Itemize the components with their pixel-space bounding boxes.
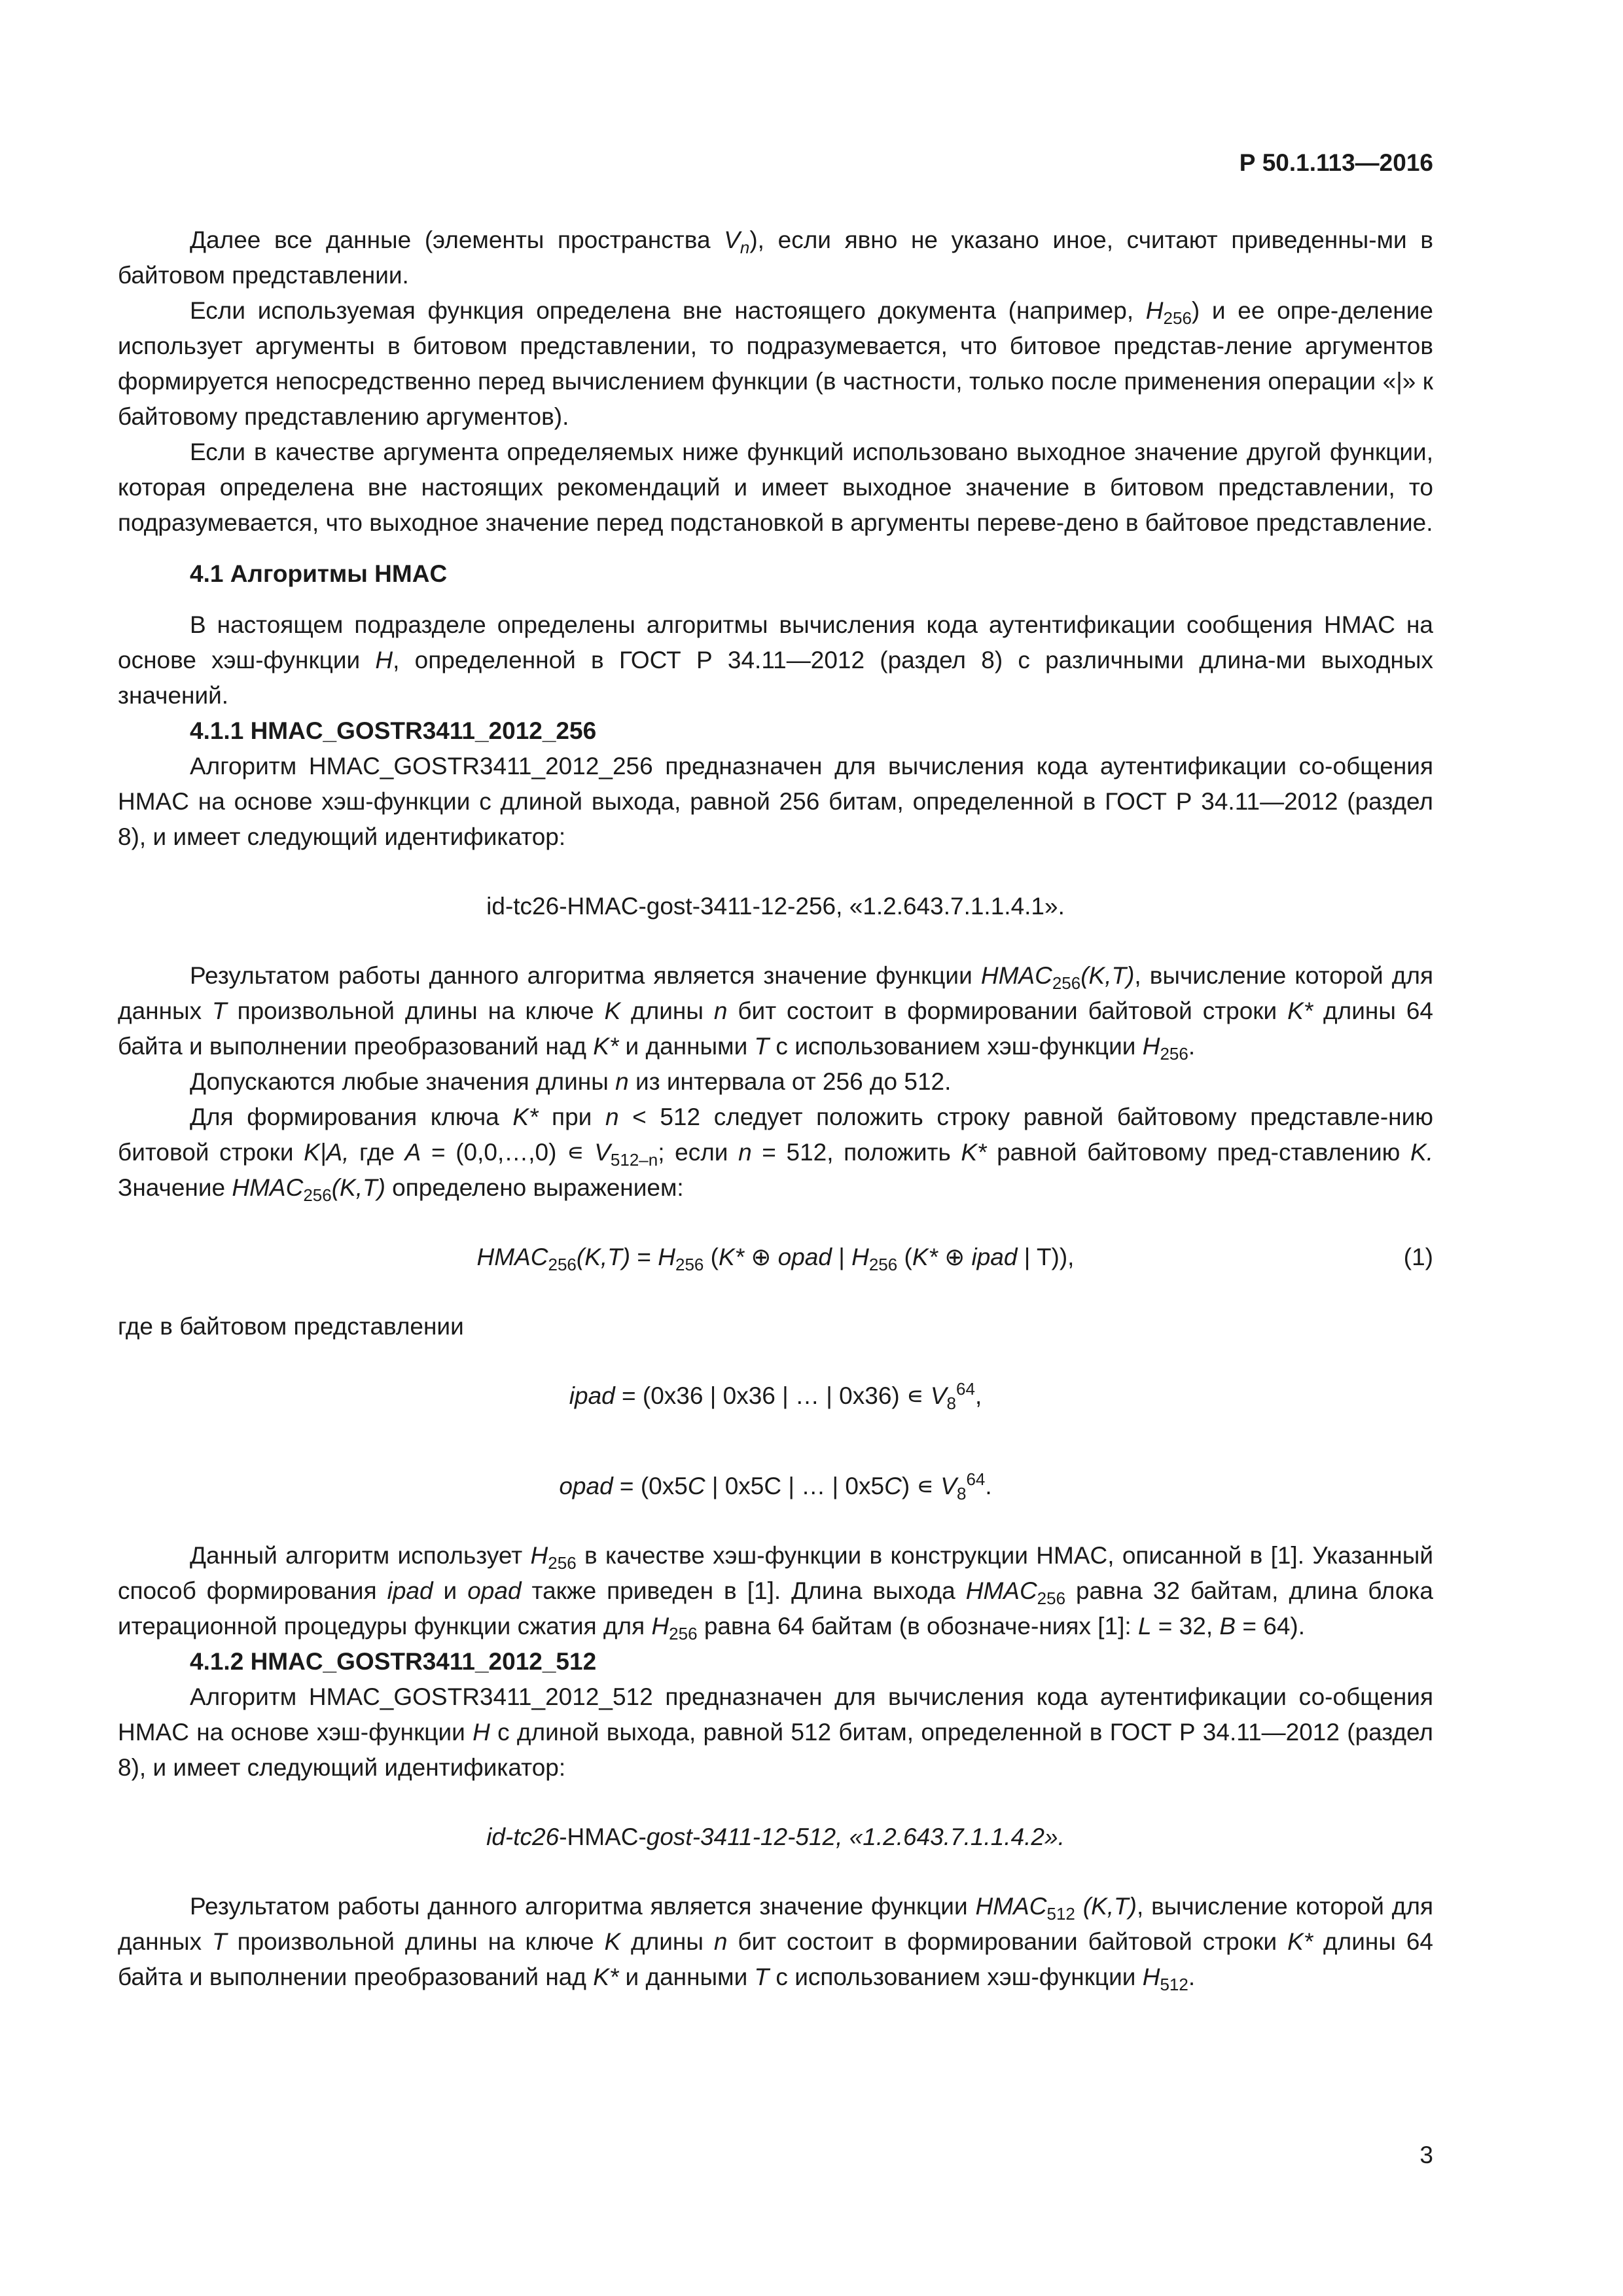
where-text: где в байтовом представлении [118, 1313, 464, 1340]
heading-4-1-1: 4.1.1 HMAC_GOSTR3411_2012_256 [190, 717, 597, 744]
intro-paragraph-3: Если в качестве аргумента определяемых ниже функций использовано выходное значение другой функции, которая определена вне настоящих рекомендаций и имеет выходное значение в битовом представлении, то подразумевается, что выходное значение перед подстановкой в аргументы переве-дено в байтовое представление. [118, 439, 1433, 536]
page-number: 3 [1419, 2142, 1433, 2168]
heading-4-1-2: 4.1.2 HMAC_GOSTR3411_2012_512 [190, 1648, 597, 1675]
section-4-1-1-paragraph-1: Алгоритм HMAC_GOSTR3411_2012_256 предназначен для вычисления кода аутентификации со-общения HMAC на основе хэш-функции с длиной выхода, равной 256 битам, определенной в ГОСТ Р 34.11—2012 (раздел 8), и имеет следующий идентификатор: [118, 753, 1433, 850]
heading-4-1: 4.1 Алгоритмы HMAC [190, 560, 448, 587]
formula-opad: opad = (0x5C | 0x5C | … | 0x5C) ∊ $V_8^{64}$. [559, 1469, 992, 1503]
section-4-1-1-paragraph-5: Данный алгоритм использует $H_{256}$ в качестве хэш-функции в конструкции HMAC, описанной в [1]. Указанный способ формирования ipad и opad также приведен в [1]. Длина выхода $HMAC_{256}$ равна 32 байтам, длина блока итерационной процедуры функции сжатия для $H_{256}$ равна 64 байтам (в обозначе-ниях [1]: L = 32, B = 64). [118, 1542, 1433, 1643]
intro-paragraph-2: Если используемая функция определена вне настоящего документа (например, $H_{256}$) и ее опре-деление использует аргументы в битовом представлении, то подразумевается, что битовое представ-ление аргументов формируется непосредственно перед вычислением функции (в частности, только после применения операции «|» к байтовому представлению аргументов). [118, 297, 1433, 430]
page-body [118, 149, 1433, 1995]
section-4-1-1-paragraph-2: Результатом работы данного алгоритма является значение функции $HMAC_{256}(K,T)$, вычисление которой для данных T произвольной длины на ключе K длины n бит состоит в формировании байтовой строки K* длины 64 байта и выполнении преобразований над K* и данными T с использованием хэш-функции $H_{256}$. [118, 962, 1433, 1064]
formula-1: $HMAC_{256}(K,T) = H_{256}$ (K* ⊕ opad | $H_{256}$ (K* ⊕ ipad | T)), (1) [118, 1240, 1433, 1275]
formula-1-number: (1) [1403, 1244, 1433, 1270]
section-4-1-paragraph: В настоящем подразделе определены алгоритмы вычисления кода аутентификации сообщения HMAC на основе хэш-функции H, определенной в ГОСТ Р 34.11—2012 (раздел 8) с различными длина-ми выходных значений. [118, 611, 1433, 709]
section-4-1-1-paragraph-3: Допускаются любые значения длины n из интервала от 256 до 512. [190, 1068, 952, 1095]
formula-ipad: ipad = (0x36 | 0x36 | … | 0x36) ∊ $V_8^{64}$, [569, 1379, 982, 1413]
intro-paragraph-1: Далее все данные (элементы пространства $V_n$), если явно не указано иное, считают приведенны-ми в байтовом представлении. [118, 226, 1433, 289]
identifier-256: id-tc26-HMAC-gost-3411-12-256, «1.2.643.7.1.1.4.1». [486, 893, 1065, 920]
section-4-1-2-paragraph-1: Алгоритм HMAC_GOSTR3411_2012_512 предназначен для вычисления кода аутентификации со-общения HMAC на основе хэш-функции H с длиной выхода, равной 512 битам, определенной в ГОСТ Р 34.11—2012 (раздел 8), и имеет следующий идентификатор: [118, 1683, 1433, 1781]
document-number: Р 50.1.113—2016 [1239, 149, 1433, 176]
identifier-512: id-tc26-HMAC-gost-3411-12-512, «1.2.643.7.1.1.4.2». [486, 1823, 1065, 1850]
section-4-1-2-paragraph-2: Результатом работы данного алгоритма является значение функции $HMAC_{512}$ (K,T), вычисление которой для данных T произвольной длины на ключе K длины n бит состоит в формировании байтовой строки K* длины 64 байта и выполнении преобразований над K* и данными T с использованием хэш-функции $H_{512}$. [118, 1893, 1433, 1994]
section-4-1-1-paragraph-4: Для формирования ключа K* при n < 512 следует положить строку равной байтовому представле-нию битовой строки K|A, где A = (0,0,…,0) ∊ $V_{512-n}$; если n = 512, положить K* равной байтовому пред-ставлению K. Значение $HMAC_{256}(K,T)$ определено выражением: [118, 1103, 1434, 1205]
